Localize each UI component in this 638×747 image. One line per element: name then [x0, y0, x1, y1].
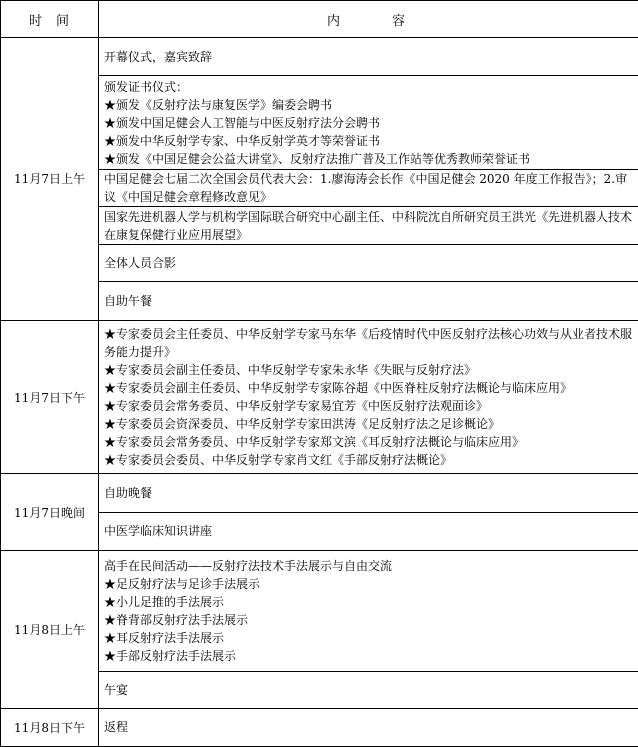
content-line: ★颁发中国足健会人工智能与中医反射疗法分会聘书 — [104, 115, 381, 130]
content-line: 颁发证书仪式： — [104, 79, 189, 94]
table-row — [1, 708, 638, 746]
content-cell — [99, 76, 638, 170]
content-line: ★专家委员会主任委员、中华反射学专家马东华《后疫情时代中医反射疗法核心功效与从业者技术服务能力提升》 — [104, 327, 633, 360]
content-line: 中国足健会七届二次全国会员代表大会：1.廖海涛会长作《中国足健会 2020 年度工作报告》；2.审议《中国足健会章程修改意见》 — [104, 171, 628, 204]
content-line: ★专家委员会常务委员、中华反射学专家易宜芳《中医反射疗法观面诊》 — [104, 399, 489, 414]
content-line: 高手在民间活动——反射疗法技术手法展示与自由交流 — [104, 558, 393, 573]
content-cell — [99, 550, 638, 671]
table-row — [1, 550, 638, 671]
content-line: ★专家委员会副主任委员、中华反射学专家朱永华《失眠与反射疗法》 — [104, 363, 477, 378]
content-cell — [99, 671, 638, 708]
time-cell: 11月7日下午 — [1, 320, 99, 474]
content-line: ★颁发《反射疗法与康复医学》编委会聘书 — [104, 97, 333, 112]
content-line: ★专家委员会委员、中华反射学专家肖文红《手部反射疗法概论》 — [104, 453, 453, 468]
content-line: ★专家委员会资深委员、中华反射学专家田洪涛《足反射疗法之足诊概论》 — [104, 417, 501, 432]
content-line: 中医学临床知识讲座 — [104, 524, 213, 539]
time-cell: 11月7日上午 — [1, 38, 99, 320]
content-cell — [99, 282, 638, 320]
content-cell — [99, 245, 638, 282]
content-line: ★小儿足推的手法展示 — [104, 594, 225, 609]
content-cell — [99, 512, 638, 550]
table-row — [1, 320, 638, 474]
content-cell — [99, 708, 638, 746]
content-line: ★耳反射疗法手法展示 — [104, 630, 225, 645]
content-cell — [99, 474, 638, 512]
table-row — [1, 38, 638, 76]
content-line: 自助晚餐 — [104, 486, 153, 501]
content-line: ★颁发中华反射学专家、中华反射学英才等荣誉证书 — [104, 133, 381, 148]
content-line: 开幕仪式，嘉宾致辞 — [104, 49, 213, 64]
content-line: ★专家委员会常务委员、中华反射学专家郑文滨《耳反射疗法概论与临床应用》 — [104, 435, 525, 450]
content-cell — [99, 207, 638, 245]
content-cell — [99, 169, 638, 206]
content-line: ★颁发《中国足健会公益大讲堂》、反射疗法推广普及工作站等优秀教师荣誉证书 — [104, 151, 531, 166]
content-line: ★脊背部反射疗法手法展示 — [104, 612, 249, 627]
table-row — [1, 474, 638, 512]
content-line: 午宴 — [104, 682, 129, 697]
content-line: ★专家委员会副主任委员、中华反射学专家陈谷超《中医脊柱反射疗法概论与临床应用》 — [104, 381, 573, 396]
header-content: 内容 — [99, 1, 638, 38]
time-cell: 11月8日下午 — [1, 708, 99, 746]
time-cell: 11月8日上午 — [1, 550, 99, 708]
content-cell — [99, 38, 638, 76]
header-row — [1, 1, 638, 38]
content-line: 自助午餐 — [104, 294, 153, 309]
time-cell: 11月7日晚间 — [1, 474, 99, 550]
content-line: 全体人员合影 — [104, 256, 177, 271]
content-line: ★手部反射疗法手法展示 — [104, 648, 237, 663]
content-line: ★足反射疗法与足诊手法展示 — [104, 576, 261, 591]
header-time: 时间 — [1, 1, 99, 38]
content-cell — [99, 320, 638, 474]
content-line: 国家先进机器人学与机构学国际联合研究中心副主任、中科院沈自所研究员王洪光《先进机器人技术在康复保健行业应用展望》 — [104, 209, 633, 242]
content-line: 返程 — [104, 720, 129, 735]
